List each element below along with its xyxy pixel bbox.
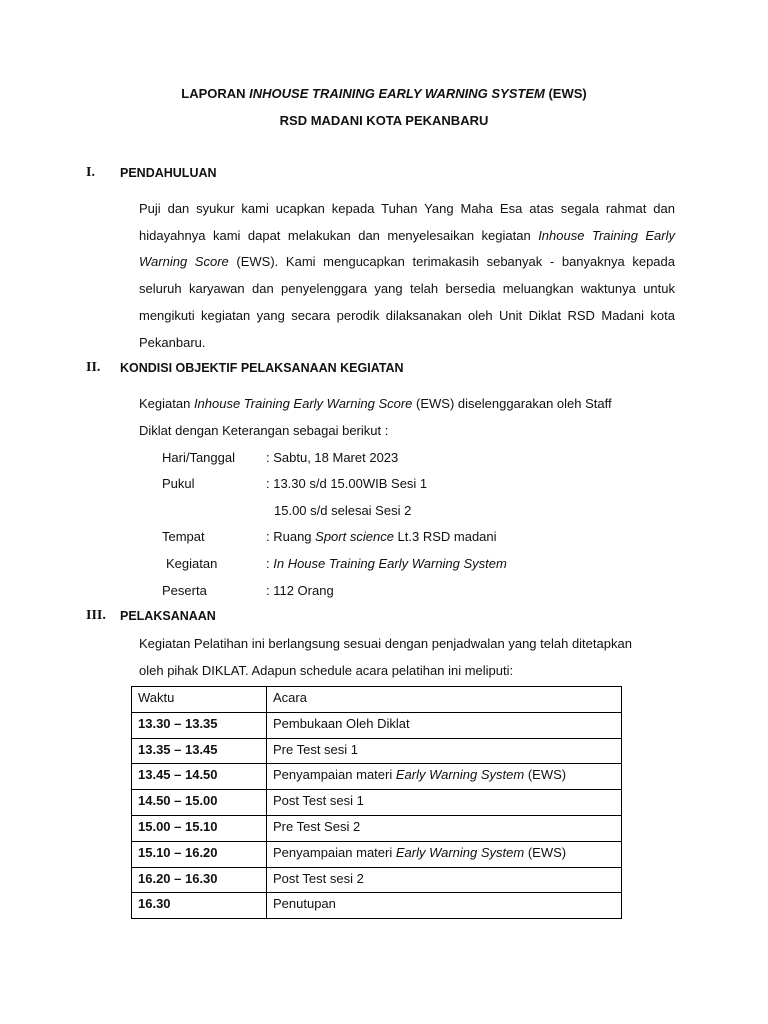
activity-cell: Penutupan bbox=[267, 893, 622, 919]
activity-cell: Penyampaian materi Early Warning System (EWS) bbox=[267, 841, 622, 867]
pelaksanaan-line-1: Kegiatan Pelatihan ini berlangsung sesuai dengan penjadwalan yang telah ditetapkan bbox=[139, 636, 632, 651]
table-row bbox=[132, 841, 622, 867]
hari-value: : Sabtu, 18 Maret 2023 bbox=[266, 450, 399, 465]
activity-cell: Pre Test Sesi 2 bbox=[267, 815, 622, 841]
pukul-label: Pukul bbox=[162, 476, 195, 491]
table-row bbox=[132, 738, 622, 764]
kondisi-line-2: Diklat dengan Keterangan sebagai berikut : bbox=[139, 423, 389, 438]
time-cell: 13.35 – 13.45 bbox=[132, 738, 267, 764]
section-title: KONDISI OBJEKTIF PELAKSANAAN KEGIATAN bbox=[120, 361, 404, 375]
time-cell: 13.45 – 14.50 bbox=[132, 764, 267, 790]
header-acara: Acara bbox=[267, 687, 622, 713]
tempat-label: Tempat bbox=[162, 529, 205, 544]
section-title: PENDAHULUAN bbox=[120, 166, 217, 180]
pukul-value-2: 15.00 s/d selesai Sesi 2 bbox=[274, 503, 412, 518]
time-cell: 14.50 – 15.00 bbox=[132, 790, 267, 816]
table-header-row bbox=[132, 687, 622, 713]
pelaksanaan-line-2: oleh pihak DIKLAT. Adapun schedule acara pelatihan ini meliputi: bbox=[139, 663, 514, 678]
pukul-value-1: : 13.30 s/d 15.00WIB Sesi 1 bbox=[266, 476, 428, 491]
activity-cell: Pre Test sesi 1 bbox=[267, 738, 622, 764]
time-cell: 13.30 – 13.35 bbox=[132, 712, 267, 738]
peserta-label: Peserta bbox=[162, 583, 207, 598]
hari-label: Hari/Tanggal bbox=[162, 450, 235, 465]
header-waktu: Waktu bbox=[132, 687, 267, 713]
schedule-table bbox=[131, 686, 622, 919]
table-row bbox=[132, 764, 622, 790]
time-cell: 15.00 – 15.10 bbox=[132, 815, 267, 841]
table-row bbox=[132, 815, 622, 841]
time-cell: 16.30 bbox=[132, 893, 267, 919]
activity-cell: Post Test sesi 2 bbox=[267, 867, 622, 893]
kegiatan-value: : In House Training Early Warning System bbox=[266, 556, 507, 571]
table-row bbox=[132, 790, 622, 816]
activity-cell: Penyampaian materi Early Warning System (EWS) bbox=[267, 764, 622, 790]
report-title: LAPORAN INHOUSE TRAINING EARLY WARNING SYSTEM (EWS) bbox=[181, 86, 587, 101]
section-number: III. bbox=[86, 608, 106, 623]
table-row bbox=[132, 712, 622, 738]
time-cell: 16.20 – 16.30 bbox=[132, 867, 267, 893]
table-row bbox=[132, 867, 622, 893]
intro-paragraph: Puji dan syukur kami ucapkan kepada Tuhan Yang Maha Esa atas segala rahmat dan hidayahnya kami dapat melakukan dan menyelesaikan kegiatan Inhouse Training Early Warning Score (EWS). Kami mengucapkan terimakasih sebanyak - banyaknya kepada seluruh karyawan dan penyelenggara yang telah bersedia meluangkan waktunya untuk mengikuti kegiatan yang secara perodik dilaksanakan oleh Unit Diklat RSD Madani kota Pekanbaru. bbox=[139, 201, 676, 350]
time-cell: 15.10 – 16.20 bbox=[132, 841, 267, 867]
section-number: II. bbox=[86, 360, 101, 375]
section-number: I. bbox=[86, 165, 95, 180]
table-row bbox=[132, 893, 622, 919]
activity-cell: Pembukaan Oleh Diklat bbox=[267, 712, 622, 738]
peserta-value: : 112 Orang bbox=[266, 583, 334, 598]
tempat-value: : Ruang Sport science Lt.3 RSD madani bbox=[266, 529, 497, 544]
activity-cell: Post Test sesi 1 bbox=[267, 790, 622, 816]
report-subtitle: RSD MADANI KOTA PEKANBARU bbox=[279, 113, 489, 128]
kondisi-line-1: Kegiatan Inhouse Training Early Warning Score (EWS) diselenggarakan oleh Staff bbox=[139, 396, 612, 411]
kegiatan-label: Kegiatan bbox=[166, 556, 218, 571]
section-title: PELAKSANAAN bbox=[120, 609, 216, 623]
